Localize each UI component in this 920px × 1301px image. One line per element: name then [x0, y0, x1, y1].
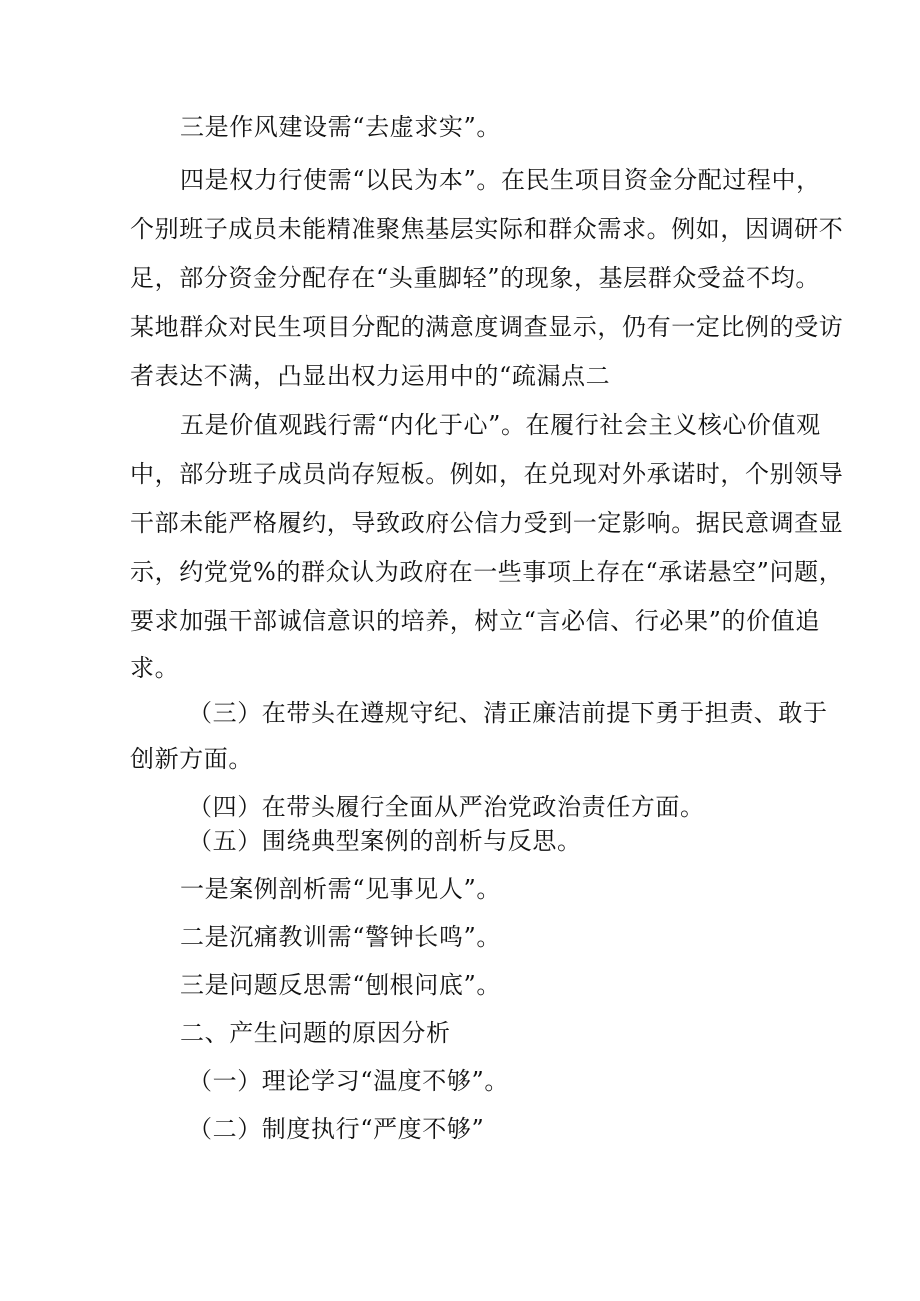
text-line-9: 干部未能严格履约，导致政府公信力受到一定影响。据民意调查显 — [130, 509, 844, 537]
text-line-19: 三是问题反思需“刨根问底”。 — [180, 971, 501, 999]
text-line-2: 四是权力行使需“以民为本”。在民生项目资金分配过程中， — [180, 166, 821, 194]
text-line-4: 足，部分资金分配存在“头重脚轻”的现象，基层群众受益不均。 — [130, 264, 820, 292]
text-line-13: （三）在带头在遵规守纪、清正廉洁前提下勇于担责、敢于 — [188, 699, 828, 727]
text-line-17: 一是案例剖析需“见事见人”。 — [180, 875, 501, 903]
text-line-22: （二）制度执行“严度不够” — [188, 1115, 485, 1143]
text-line-15: （四）在带头履行全面从严治党政治责任方面。 — [188, 793, 705, 821]
text-line-5: 某地群众对民生项目分配的满意度调查显示，仍有一定比例的受访 — [130, 313, 844, 341]
text-line-18: 二是沉痛教训需“警钟长鸣”。 — [180, 923, 501, 951]
text-line-11: 要求加强干部诚信意识的培养，树立“言必信、行必果”的价值追 — [130, 607, 820, 635]
text-line-3: 个别班子成员未能精准聚焦基层实际和群众需求。例如，因调研不 — [130, 215, 844, 243]
text-line-14: 创新方面。 — [130, 745, 253, 773]
text-line-21: （一）理论学习“温度不够”。 — [188, 1067, 509, 1095]
text-line-12: 求。 — [130, 654, 180, 682]
text-line-6: 者表达不满，凸显出权力运用中的“疏漏点二 — [130, 362, 611, 390]
text-line-7: 五是价值观践行需“内化于心”。在履行社会主义核心价值观 — [180, 411, 821, 439]
text-line-10: 示，约党党%的群众认为政府在一些事项上存在“承诺悬空”问题， — [130, 558, 844, 586]
text-line-8: 中，部分班子成员尚存短板。例如，在兑现对外承诺时，个别领导 — [130, 460, 844, 488]
section-heading: 二、产生问题的原因分析 — [180, 1019, 451, 1047]
text-line-16: （五）围绕典型案例的剖析与反思。 — [188, 827, 582, 855]
text-line-1: 三是作风建设需“去虚求实”。 — [180, 113, 501, 141]
